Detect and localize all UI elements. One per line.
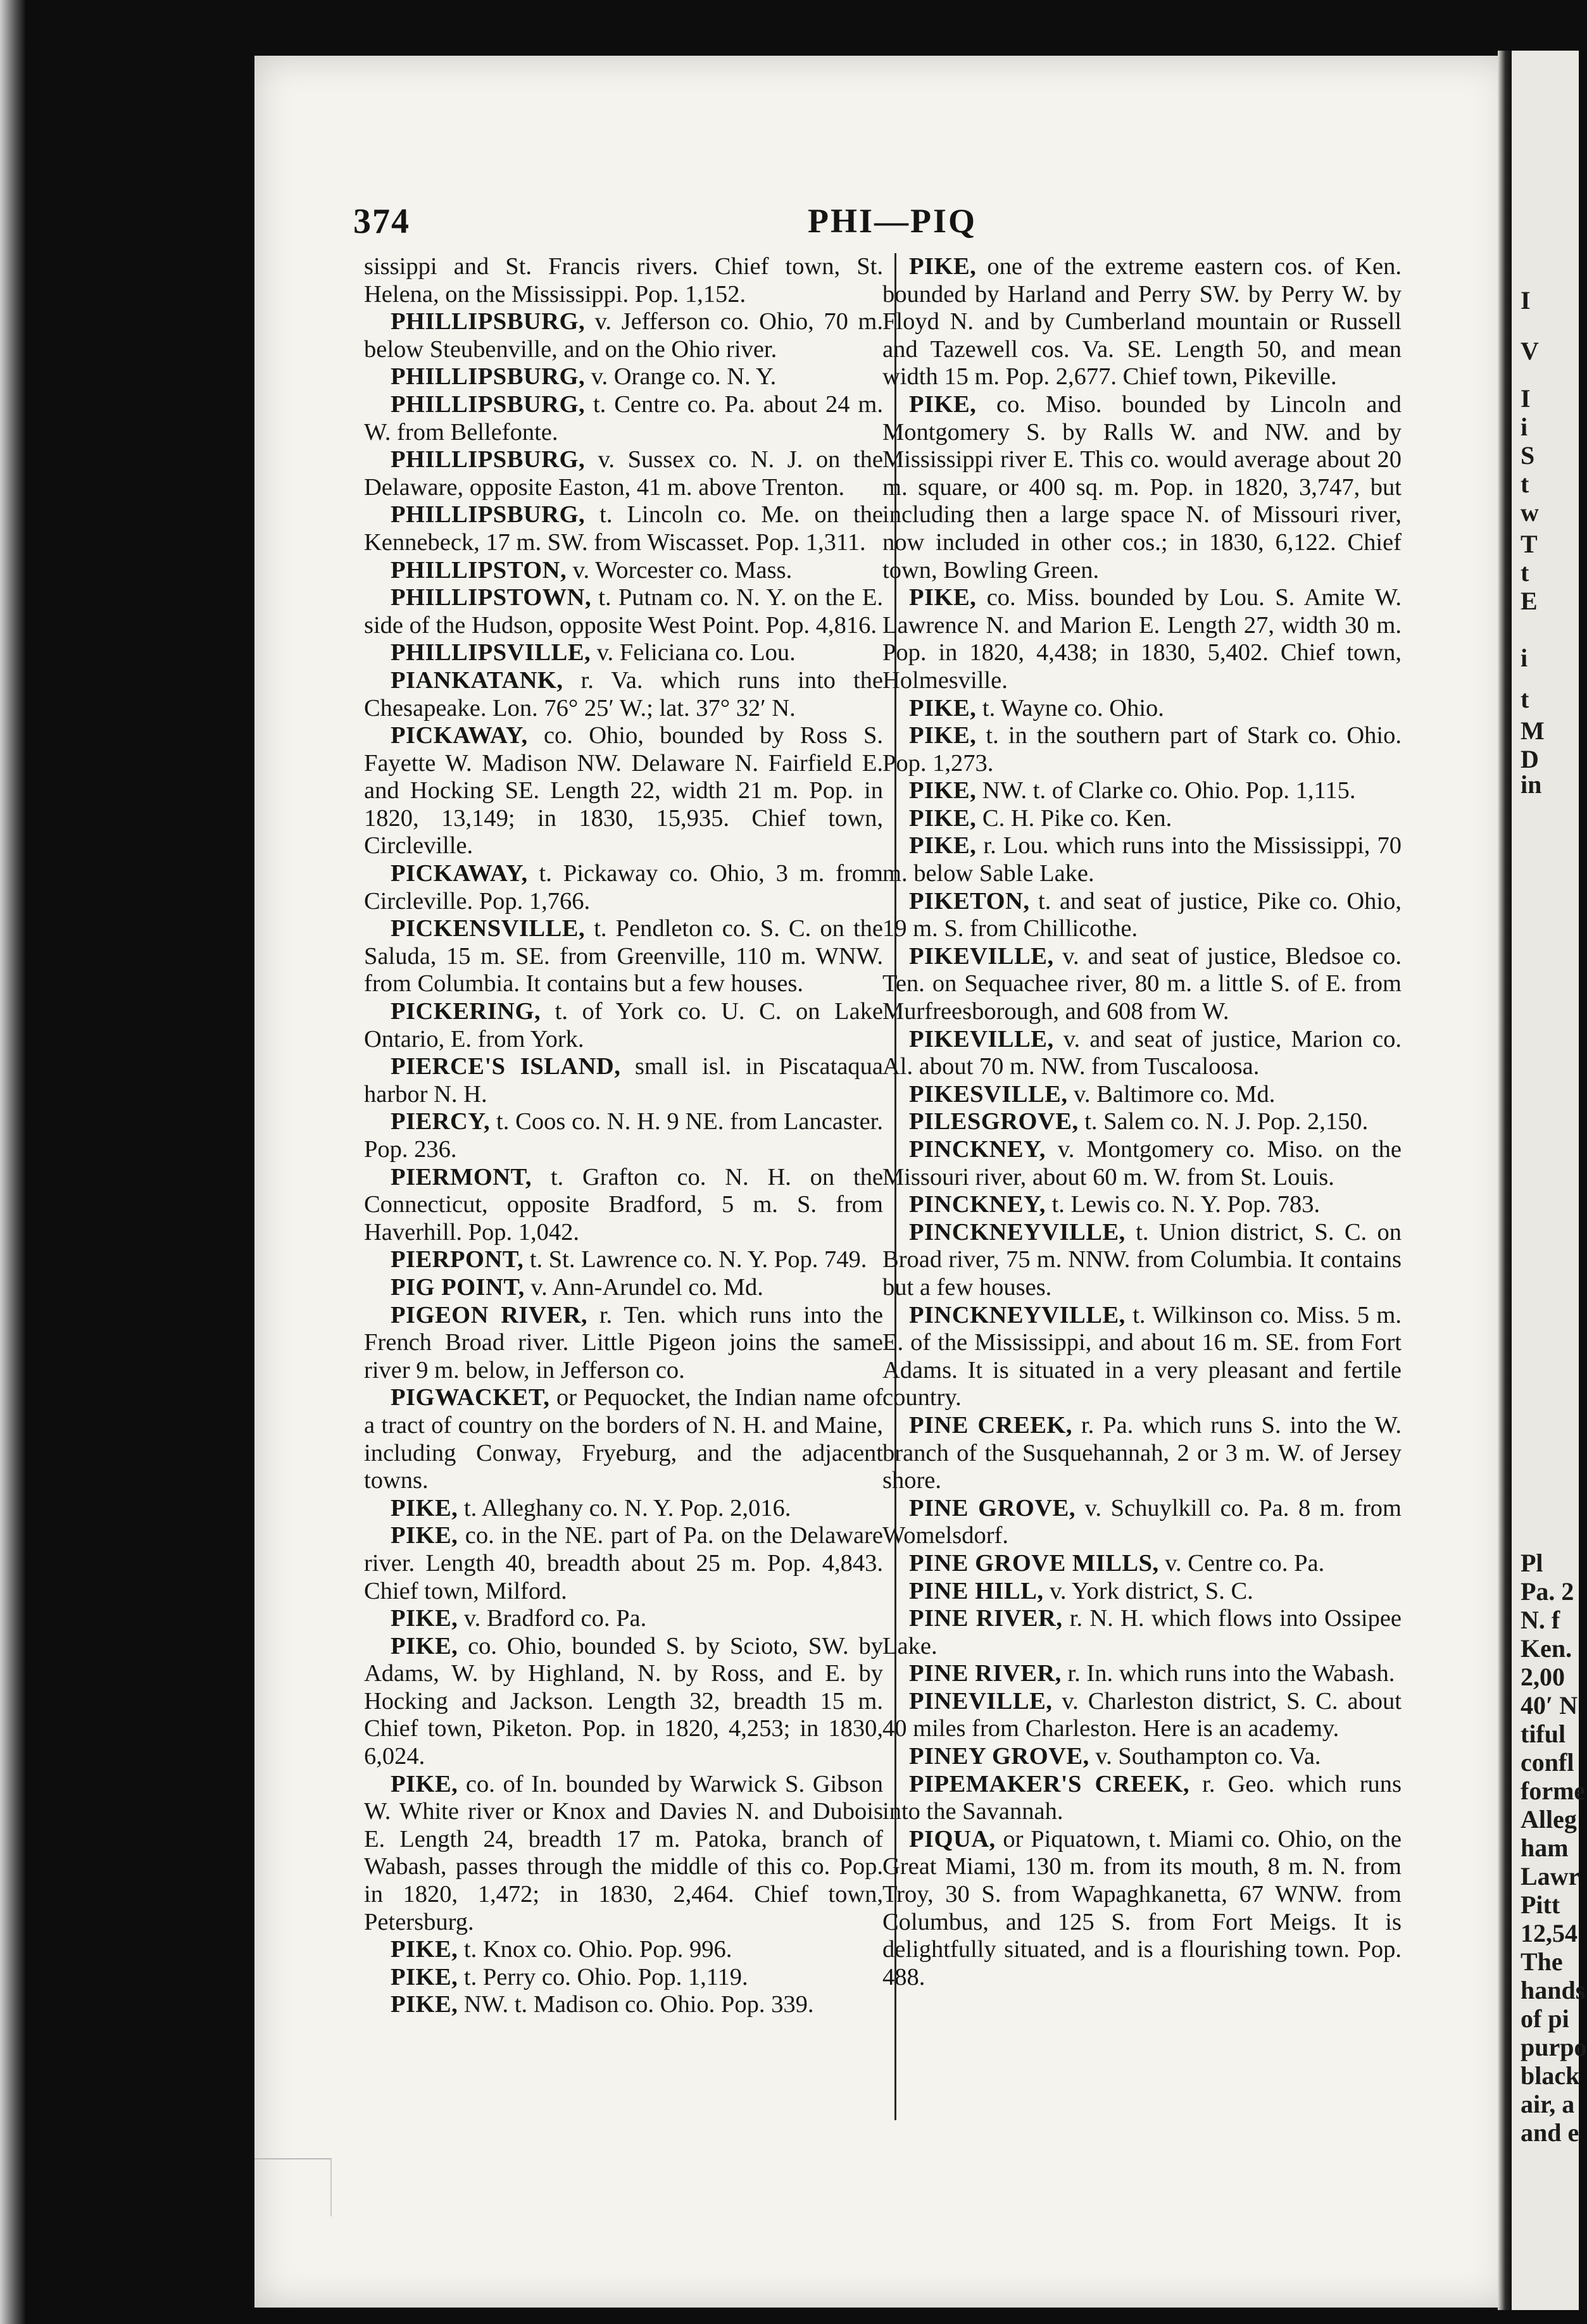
entry-text: t. in the southern part of Stark co. Ohio. Pop. 1,273. (882, 722, 1402, 777)
gazetteer-entry (364, 639, 883, 667)
entry-headword: PHILLIPSTOWN, (391, 584, 592, 611)
entry-text: v. Ann-Arundel co. Md. (524, 1273, 763, 1301)
gazetteer-entry (882, 391, 1402, 584)
entry-text: v. Charleston district, S. C. about 40 miles from Charleston. Here is an academy. (882, 1687, 1402, 1742)
entry-text: v. Southampton co. Va. (1089, 1743, 1321, 1770)
scan-edge (0, 0, 25, 2324)
next-page-fragment: purpo (1521, 2033, 1587, 2061)
entry-text: r. Ten. which runs into the French Broad river. Little Pigeon joins the same river 9 m. below, in Jefferson co. (364, 1301, 883, 1384)
entry-headword: PICKAWAY, (391, 722, 528, 749)
gazetteer-entry (364, 1108, 883, 1163)
entry-text: co. Ohio, bounded by Ross S. Fayette W. Madison NW. Delaware N. Fairfield E. and Hocking SE. Length 22, width 21 m. Pop. in 1820, 13,149; in 1830, 15,935. Chief town, Circleville. (364, 722, 883, 859)
next-page-fragment: in (1521, 770, 1542, 799)
gazetteer-entry (364, 1053, 883, 1108)
next-page-fragment: Lawr (1521, 1862, 1580, 1890)
entry-headword: PINE GROVE MILLS, (909, 1549, 1159, 1577)
running-head: PHI—PIQ (808, 202, 977, 240)
gazetteer-entry (364, 1964, 883, 1992)
gazetteer-entry (882, 888, 1402, 943)
entry-text: v. York district, S. C. (1043, 1577, 1253, 1604)
entry-text: t. Perry co. Ohio. Pop. 1,119. (458, 1963, 748, 1990)
entry-headword: PHILLIPSBURG, (391, 501, 586, 528)
entry-text: v. Montgomery co. Miso. on the Missouri river, about 60 m. W. from St. Louis. (882, 1136, 1402, 1190)
entry-text: co. in the NE. part of Pa. on the Delaware river. Length 40, breadth about 25 m. Pop. 4,843. Chief town, Milford. (364, 1522, 883, 1604)
next-page-fragment: 2,00 (1521, 1663, 1565, 1691)
next-page-fragment: t (1521, 470, 1529, 498)
entry-text: t. Salem co. N. J. Pop. 2,150. (1078, 1108, 1369, 1135)
entry-text: r. N. H. which flows into Ossipee Lake. (882, 1605, 1402, 1659)
entry-text: t. St. Lawrence co. N. Y. Pop. 749. (524, 1246, 867, 1273)
entry-text: v. Jefferson co. Ohio, 70 m. below Steubenville, and on the Ohio river. (364, 308, 883, 363)
next-page-fragment: forme (1521, 1777, 1586, 1805)
entry-headword: PICKAWAY, (391, 860, 528, 887)
gazetteer-entry (882, 832, 1402, 887)
next-page-fragment: S (1521, 441, 1535, 470)
entry-headword: PINE CREEK, (909, 1411, 1072, 1439)
gazetteer-entry (364, 363, 883, 391)
entry-text: v. Sussex co. N. J. on the Delaware, opposite Easton, 41 m. above Trenton. (364, 446, 883, 501)
entry-text: or Pequocket, the Indian name of a tract of country on the borders of N. H. and Maine, including Conway, Fryeburg, and the adjacent towns. (364, 1384, 883, 1494)
gazetteer-entry (364, 446, 883, 501)
entry-headword: PICKERING, (391, 998, 541, 1025)
entry-headword: PHILLIPSBURG, (391, 446, 586, 473)
gazetteer-entry (364, 722, 883, 860)
gazetteer-entry (364, 1274, 883, 1302)
next-page-fragment: V (1521, 337, 1539, 365)
entry-text: t. Knox co. Ohio. Pop. 996. (458, 1936, 732, 1963)
entry-text: r. Pa. which runs S. into the W. branch of the Susquehannah, 2 or 3 m. W. of Jersey shore. (882, 1411, 1402, 1494)
entry-text: NW. t. Madison co. Ohio. Pop. 339. (458, 1991, 814, 2018)
entry-headword: PHILLIPSVILLE, (391, 639, 591, 666)
entry-text: co. Miss. bounded by Lou. S. Amite W. Lawrence N. and Marion E. Length 27, width 30 m. Pop. in 1820, 4,438; in 1830, 5,402. Chief town, Holmesville. (882, 584, 1402, 694)
entry-headword: PINE HILL, (909, 1577, 1044, 1604)
entry-text: v. Bradford co. Pa. (458, 1605, 647, 1632)
entry-headword: PIKE, (391, 1770, 458, 1797)
entry-headword: PIERMONT, (391, 1163, 532, 1190)
gazetteer-entry (364, 1522, 883, 1605)
entry-text: or Piquatown, t. Miami co. Ohio, on the Great Miami, 130 m. from its mouth, 8 m. N. from Troy, 30 S. from Wapaghkanetta, 67 WNW. from Columbus, and 125 S. from Fort Meigs. It is delightfully situated, and is a flourishing town. Pop. 488. (882, 1825, 1402, 1990)
entry-text: t. and seat of justice, Pike co. Ohio, 19 m. S. from Chillicothe. (882, 887, 1402, 942)
next-page-fragment: ham (1521, 1834, 1569, 1862)
next-page-fragment: D (1521, 745, 1539, 773)
next-page-fragment: air, a (1521, 2090, 1575, 2118)
gazetteer-entry (882, 253, 1402, 391)
entry-text: sissippi and St. Francis rivers. Chief town, St. Helena, on the Mississippi. Pop. 1,152. (364, 253, 883, 308)
gazetteer-entry (882, 1026, 1402, 1081)
entry-headword: PINEY GROVE, (909, 1743, 1089, 1770)
entry-headword: PIKE, (909, 694, 977, 722)
next-page-fragment: and e (1521, 2118, 1579, 2147)
entry-headword: PINCKNEYVILLE, (909, 1301, 1126, 1328)
entry-text: t. Pickaway co. Ohio, 3 m. from Circleville. Pop. 1,766. (364, 860, 883, 915)
entry-text: t. Union district, S. C. on Broad river, 75 m. NNW. from Columbia. It contains but a few houses. (882, 1218, 1402, 1301)
entry-text: t. Centre co. Pa. about 24 m. W. from Bellefonte. (364, 390, 883, 446)
gazetteer-entry (882, 1605, 1402, 1660)
entry-text: t. of York co. U. C. on Lake Ontario, E. from York. (364, 998, 883, 1053)
next-page-fragment: of pi (1521, 2004, 1569, 2033)
entry-text: v. and seat of justice, Marion co. Al. about 70 m. NW. from Tuscaloosa. (882, 1025, 1402, 1080)
entry-text: t. Wayne co. Ohio. (976, 694, 1164, 722)
next-page-fragment: N. f (1521, 1606, 1560, 1634)
gazetteer-entry (882, 1302, 1402, 1412)
gazetteer-entry (882, 1688, 1402, 1743)
gazetteer-entry (364, 584, 883, 639)
entry-headword: PINE RIVER, (909, 1605, 1063, 1632)
entry-headword: PINEVILLE, (909, 1687, 1053, 1715)
entry-headword: PIKE, (391, 1605, 458, 1632)
entry-text: t. Putnam co. N. Y. on the E. side of the Hudson, opposite West Point. Pop. 4,816. (364, 584, 883, 639)
gazetteer-entry (882, 1081, 1402, 1109)
entry-headword: PIG POINT, (391, 1273, 525, 1301)
entry-headword: PHILLIPSBURG, (391, 363, 586, 390)
next-page-fragment: The (1521, 1947, 1563, 1976)
gazetteer-entry (882, 584, 1402, 694)
gazetteer-entry (364, 557, 883, 585)
entry-headword: PICKENSVILLE, (391, 915, 586, 942)
entry-headword: PIKESVILLE, (909, 1080, 1068, 1108)
entry-text: t. Lewis co. N. Y. Pop. 783. (1045, 1191, 1320, 1218)
entry-text: t. Pendleton co. S. C. on the Saluda, 15 m. SE. from Greenville, 110 m. WNW. from Columbia. It contains but a few houses. (364, 915, 883, 997)
gazetteer-entry (882, 695, 1402, 723)
gazetteer-entry (364, 915, 883, 998)
entry-headword: PIKETON, (909, 887, 1030, 915)
page-number: 374 (353, 202, 410, 241)
gazetteer-entry (364, 667, 883, 722)
entry-headword: PINE RIVER, (909, 1660, 1062, 1687)
entry-headword: PINCKNEY, (909, 1136, 1046, 1163)
gazetteer-entry (364, 1495, 883, 1523)
gazetteer-entry (882, 722, 1402, 777)
entry-headword: PINCKNEYVILLE, (909, 1218, 1126, 1246)
entry-text: co. Ohio, bounded S. by Scioto, SW. by Adams, W. by Highland, N. by Ross, and E. by Hocking and Jackson. Length 32, breadth 15 m. Chief town, Piketon. Pop. in 1820, 4,253; in 1830, 6,024. (364, 1632, 883, 1770)
next-page-fragment: t (1521, 685, 1529, 713)
gazetteer-entry (364, 1771, 883, 1937)
gazetteer-entry (364, 1605, 883, 1633)
gazetteer-entry (882, 1412, 1402, 1495)
next-page-fragment: E (1521, 587, 1538, 615)
gazetteer-entry (364, 1246, 883, 1274)
next-page-fragment: T (1521, 530, 1538, 558)
page-corner-mark (254, 2158, 332, 2216)
entry-headword: PIERCY, (391, 1108, 491, 1135)
entry-headword: PIKE, (391, 1632, 458, 1659)
entry-text: co. of In. bounded by Warwick S. Gibson W. White river or Knox and Davies N. and Dubois E. Length 24, breadth 17 m. Patoka, branch of Wabash, passes through the middle of this co. Pop. in 1820, 1,472; in 1830, 2,464. Chief town, Petersburg. (364, 1770, 883, 1935)
entry-headword: PIERCE'S ISLAND, (391, 1053, 621, 1080)
entry-text: one of the extreme eastern cos. of Ken. bounded by Harland and Perry SW. by Perry W. by Floyd N. and by Cumberland mountain or Russell and Tazewell cos. Va. SE. Length 50, and mean width 15 m. Pop. 2,677. Chief town, Pikeville. (882, 253, 1402, 390)
entry-headword: PIGWACKET, (391, 1384, 550, 1411)
entry-text: t. Grafton co. N. H. on the Connecticut, opposite Bradford, 5 m. S. from Haverhill. Pop. 1,042. (364, 1163, 883, 1246)
entry-headword: PINCKNEY, (909, 1191, 1046, 1218)
entry-headword: PIKE, (909, 584, 977, 611)
entry-headword: PIKE, (909, 253, 977, 280)
entry-headword: PIKE, (909, 722, 977, 749)
entry-text: r. Lou. which runs into the Mississippi, 70 m. below Sable Lake. (882, 832, 1402, 887)
gazetteer-entry (364, 391, 883, 446)
entry-headword: PINE GROVE, (909, 1494, 1076, 1521)
entry-headword: PIKE, (391, 1991, 458, 2018)
gazetteer-entry (364, 1164, 883, 1247)
entry-headword: PIKE, (391, 1936, 458, 1963)
next-page-fragment: Ken. (1521, 1634, 1572, 1663)
gazetteer-entry (364, 1384, 883, 1494)
entry-text: co. Miso. bounded by Lincoln and Montgomery S. by Ralls W. and NW. and by Mississippi river E. This co. would average about 20 m. square, or 400 sq. m. Pop. in 1820, 3,747, but including then a large space N. of Missouri river, now included in other cos.; in 1830, 6,122. Chief town, Bowling Green. (882, 390, 1402, 584)
next-page-fragment: M (1521, 716, 1545, 745)
entry-headword: PIQUA, (909, 1825, 996, 1852)
gazetteer-entry (882, 1743, 1402, 1771)
gazetteer-entry (882, 1495, 1402, 1550)
next-page-fragment: w (1521, 498, 1539, 527)
gazetteer-entry (882, 1136, 1402, 1191)
entry-headword: PIKE, (391, 1494, 458, 1521)
entry-text: NW. t. of Clarke co. Ohio. Pop. 1,115. (976, 777, 1356, 804)
next-page-fragment: 40′ N (1521, 1691, 1578, 1720)
entry-headword: PIERPONT, (391, 1246, 524, 1273)
entry-text: v. Worcester co. Mass. (567, 556, 793, 584)
gazetteer-entry (364, 1633, 883, 1771)
entry-text: C. H. Pike co. Ken. (976, 804, 1172, 832)
gazetteer-entry (364, 1302, 883, 1385)
book-gutter (1498, 51, 1512, 2310)
next-page-fragment: tiful (1521, 1720, 1566, 1748)
entry-headword: PIKE, (909, 804, 977, 832)
next-page-fragment: hands (1521, 1976, 1586, 2004)
gazetteer-entry (882, 1219, 1402, 1302)
next-page-edge (1512, 51, 1587, 2310)
left-column (364, 253, 883, 2152)
entry-headword: PHILLIPSBURG, (391, 390, 586, 418)
entry-headword: PIPEMAKER'S CREEK, (909, 1770, 1190, 1797)
next-page-fragment: t (1521, 558, 1529, 587)
entry-text: v. Baltimore co. Md. (1067, 1080, 1276, 1108)
entry-headword: PILESGROVE, (909, 1108, 1079, 1135)
gazetteer-entry (882, 1550, 1402, 1578)
next-page-fragment: i (1521, 644, 1528, 672)
entry-text: small isl. in Piscataqua harbor N. H. (364, 1053, 884, 1108)
entry-text: t. Coos co. N. H. 9 NE. from Lancaster. Pop. 236. (364, 1108, 883, 1163)
gazetteer-entry (364, 860, 883, 915)
entry-text: r. Va. which runs into the Chesapeake. Lon. 76° 25′ W.; lat. 37° 32′ N. (364, 666, 883, 722)
entry-text: v. Feliciana co. Lou. (591, 639, 796, 666)
entry-headword: PIKE, (909, 390, 977, 418)
next-page-fragment: I (1521, 286, 1531, 315)
next-page-fragment: Pl (1521, 1549, 1543, 1577)
gazetteer-entry (364, 253, 883, 308)
next-page-fragment: I (1521, 384, 1531, 413)
gazetteer-entry (882, 777, 1402, 805)
next-page-fragment: i (1521, 413, 1528, 441)
entry-headword: PIKEVILLE, (909, 942, 1054, 970)
gazetteer-entry (882, 1578, 1402, 1606)
next-page-fragment: black (1521, 2061, 1580, 2090)
entry-text: t. Alleghany co. N. Y. Pop. 2,016. (458, 1494, 791, 1521)
gazetteer-entry (364, 998, 883, 1053)
gazetteer-entry (882, 1771, 1402, 1826)
gazetteer-entry (364, 1936, 883, 1964)
right-column (882, 253, 1402, 2152)
entry-headword: PIKE, (909, 832, 977, 859)
entry-headword: PIKE, (909, 777, 977, 804)
next-page-fragment: Pa. 2 (1521, 1577, 1574, 1606)
entry-text: v. Orange co. N. Y. (585, 363, 777, 390)
entry-headword: PIGEON RIVER, (391, 1301, 587, 1328)
entry-text: v. Schuylkill co. Pa. 8 m. from Womelsdorf. (882, 1494, 1402, 1549)
entry-headword: PHILLIPSBURG, (391, 308, 586, 335)
gazetteer-entry (882, 1826, 1402, 1992)
entry-headword: PIKE, (391, 1522, 458, 1549)
gazetteer-entry (364, 501, 883, 556)
entry-text: r. Geo. which runs into the Savannah. (882, 1770, 1402, 1825)
next-page-fragment: Pitt (1521, 1890, 1560, 1919)
gazetteer-entry (364, 308, 883, 363)
gazetteer-entry (882, 1108, 1402, 1136)
entry-text: t. Lincoln co. Me. on the Kennebeck, 17 m. SW. from Wiscasset. Pop. 1,311. (364, 501, 883, 556)
entry-text: r. In. which runs into the Wabash. (1061, 1660, 1395, 1687)
entry-text: v. and seat of justice, Bledsoe co. Ten. on Sequachee river, 80 m. a little S. of E. from Murfreesborough, and 608 from W. (882, 942, 1402, 1025)
next-page-fragment: 12,54 (1521, 1919, 1578, 1947)
entry-headword: PIKE, (391, 1963, 458, 1990)
page-header (353, 201, 1412, 246)
gazetteer-entry (882, 943, 1402, 1026)
entry-text: v. Centre co. Pa. (1158, 1549, 1325, 1577)
gazetteer-entry (882, 805, 1402, 833)
entry-headword: PIANKATANK, (391, 666, 563, 694)
entry-headword: PIKEVILLE, (909, 1025, 1054, 1053)
next-page-fragment: Alleg (1521, 1805, 1577, 1834)
gazetteer-entry (882, 1660, 1402, 1688)
gazetteer-entry (364, 1991, 883, 2019)
gazetteer-entry (882, 1191, 1402, 1219)
next-page-fragment: confl (1521, 1748, 1574, 1777)
entry-headword: PHILLIPSTON, (391, 556, 567, 584)
entry-text: t. Wilkinson co. Miss. 5 m. E. of the Mississippi, and about 16 m. SE. from Fort Adams. It is situated in a very pleasant and fertile country. (882, 1301, 1402, 1411)
